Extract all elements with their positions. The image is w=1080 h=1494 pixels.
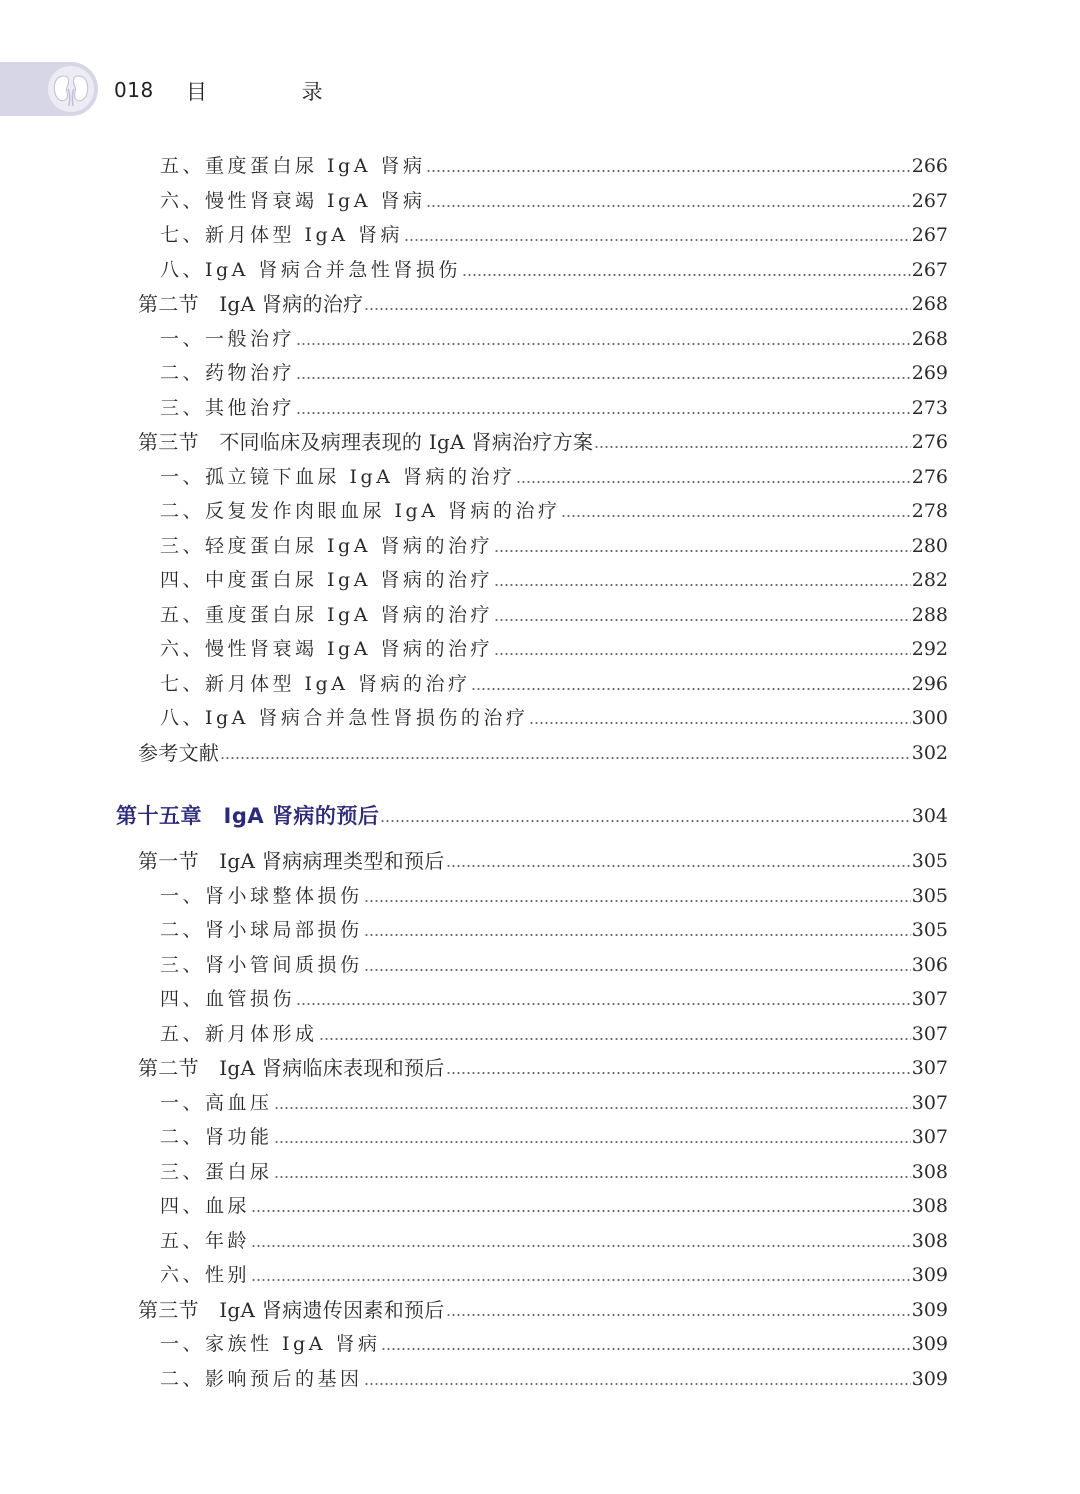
- toc-entry-page: 307: [911, 1092, 948, 1114]
- dot-leader: [319, 1020, 911, 1048]
- toc-item-row[interactable]: [160, 187, 948, 215]
- dot-leader: [251, 1192, 911, 1220]
- dot-leader: [561, 497, 910, 525]
- toc-entry-label: 三、其他治疗: [160, 397, 296, 419]
- toc-entry-label: 二、肾功能: [160, 1126, 273, 1148]
- kidney-logo-icon: [46, 64, 96, 114]
- toc-entry-page: 267: [911, 259, 948, 281]
- dot-leader: [446, 1054, 911, 1082]
- toc-entry-page: 309: [911, 1299, 948, 1321]
- toc-entry-page: 309: [911, 1264, 948, 1286]
- toc-entry-label: 一、肾小球整体损伤: [160, 885, 363, 907]
- toc-entry-page: 305: [911, 885, 948, 907]
- toc-item-row[interactable]: [160, 359, 948, 387]
- dot-leader: [494, 635, 911, 663]
- toc-section-row[interactable]: [138, 847, 948, 875]
- toc-entry-page: 300: [911, 707, 948, 729]
- dot-leader: [381, 1330, 910, 1358]
- toc-item-row[interactable]: [160, 1261, 948, 1289]
- toc-entry-page: 307: [911, 988, 948, 1010]
- toc-entry-label: 参考文献: [138, 741, 220, 765]
- dot-leader: [380, 802, 910, 830]
- dot-leader: [426, 152, 910, 180]
- dot-leader: [364, 951, 911, 979]
- toc-item-row[interactable]: [160, 601, 948, 629]
- page-number: 018: [114, 78, 154, 102]
- running-title: 目 录: [186, 80, 367, 104]
- dot-leader: [364, 916, 911, 944]
- toc-entry-label: 二、影响预后的基因: [160, 1368, 363, 1390]
- toc-item-row[interactable]: [160, 532, 948, 560]
- toc-section-row[interactable]: [138, 290, 948, 318]
- toc-item-row[interactable]: [160, 1365, 948, 1393]
- toc-entry-page: 288: [911, 604, 948, 626]
- dot-leader: [529, 704, 910, 732]
- toc-entry-label: 二、反复发作肉眼血尿 IgA 肾病的治疗: [160, 500, 561, 522]
- toc-entry-page: 305: [911, 850, 948, 872]
- toc-entry-label: 五、重度蛋白尿 IgA 肾病: [160, 155, 426, 177]
- toc-item-row[interactable]: [160, 152, 948, 180]
- toc-item-row[interactable]: [160, 704, 948, 732]
- dot-leader: [404, 221, 911, 249]
- toc-entry-page: 269: [911, 362, 948, 384]
- toc-entry-label: 六、慢性肾衰竭 IgA 肾病的治疗: [160, 638, 493, 660]
- toc-entry-label: 一、孤立镜下血尿 IgA 肾病的治疗: [160, 466, 516, 488]
- toc-entry-label: 一、家族性 IgA 肾病: [160, 1333, 381, 1355]
- toc-section-row[interactable]: [138, 428, 948, 456]
- toc-item-row[interactable]: [160, 1227, 948, 1255]
- dot-leader: [364, 290, 910, 318]
- toc-chapter-row[interactable]: [116, 802, 948, 830]
- toc-entry-page: 276: [911, 466, 948, 488]
- toc-entry-label: 第十五章 IgA 肾病的预后: [116, 804, 380, 828]
- dot-leader: [364, 1365, 911, 1393]
- toc-entry-page: 308: [911, 1230, 948, 1252]
- toc-entry-label: 八、IgA 肾病合并急性肾损伤: [160, 259, 461, 281]
- toc-item-row[interactable]: [160, 916, 948, 944]
- toc-entry-page: 307: [911, 1023, 948, 1045]
- dot-leader: [251, 1227, 911, 1255]
- toc-item-row[interactable]: [160, 951, 948, 979]
- dot-leader: [274, 1158, 911, 1186]
- dot-leader: [594, 428, 910, 456]
- dot-leader: [426, 187, 910, 215]
- toc-entry-label: 八、IgA 肾病合并急性肾损伤的治疗: [160, 707, 529, 729]
- dot-leader: [364, 882, 911, 910]
- dot-leader: [446, 1296, 911, 1324]
- dot-leader: [296, 985, 911, 1013]
- toc-item-row[interactable]: [160, 1158, 948, 1186]
- toc-entry-label: 二、肾小球局部损伤: [160, 919, 363, 941]
- dot-leader: [274, 1123, 911, 1151]
- dot-leader: [516, 463, 910, 491]
- toc-entry-label: 第三节 不同临床及病理表现的 IgA 肾病治疗方案: [138, 430, 594, 454]
- dot-leader: [446, 847, 911, 875]
- toc-entry-page: 268: [911, 293, 948, 315]
- toc-entry-label: 一、高血压: [160, 1092, 273, 1114]
- toc-entry-page: 296: [911, 673, 948, 695]
- toc-entry-label: 第一节 IgA 肾病病理类型和预后: [138, 849, 445, 873]
- toc-entry-label: 三、轻度蛋白尿 IgA 肾病的治疗: [160, 535, 493, 557]
- toc-item-row[interactable]: [160, 1020, 948, 1048]
- toc-entry-label: 五、新月体形成: [160, 1023, 318, 1045]
- toc-section-row[interactable]: [138, 739, 948, 767]
- dot-leader: [494, 601, 911, 629]
- toc-item-row[interactable]: [160, 394, 948, 422]
- toc-item-row[interactable]: [160, 566, 948, 594]
- toc-item-row[interactable]: [160, 256, 948, 284]
- toc-entry-page: 292: [911, 638, 948, 660]
- toc-entry-page: 266: [911, 155, 948, 177]
- dot-leader: [494, 566, 911, 594]
- toc-entry-page: 278: [911, 500, 948, 522]
- dot-leader: [274, 1089, 911, 1117]
- toc-entry-page: 309: [911, 1368, 948, 1390]
- toc-entry-page: 307: [911, 1126, 948, 1148]
- toc-item-row[interactable]: [160, 882, 948, 910]
- toc-item-row[interactable]: [160, 1330, 948, 1358]
- toc-item-row[interactable]: [160, 1089, 948, 1117]
- dot-leader: [494, 532, 911, 560]
- dot-leader: [462, 256, 911, 284]
- dot-leader: [251, 1261, 911, 1289]
- toc-entry-page: 305: [911, 919, 948, 941]
- toc-item-row[interactable]: [160, 1123, 948, 1151]
- toc-entry-label: 七、新月体型 IgA 肾病: [160, 224, 403, 246]
- dot-leader: [296, 359, 911, 387]
- toc-entry-page: 282: [911, 569, 948, 591]
- toc-item-row[interactable]: [160, 221, 948, 249]
- toc-entry-page: 267: [911, 224, 948, 246]
- toc-entry-label: 第三节 IgA 肾病遗传因素和预后: [138, 1298, 445, 1322]
- toc-entry-label: 四、血管损伤: [160, 988, 296, 1010]
- toc-entry-page: 268: [911, 328, 948, 350]
- toc-item-row[interactable]: [160, 1192, 948, 1220]
- toc-item-row[interactable]: [160, 463, 948, 491]
- toc-entry-label: 五、年龄: [160, 1230, 251, 1252]
- toc-entry-label: 六、性别: [160, 1264, 251, 1286]
- toc-entry-label: 四、血尿: [160, 1195, 251, 1217]
- toc-entry-page: 302: [911, 742, 948, 764]
- toc-entry-label: 四、中度蛋白尿 IgA 肾病的治疗: [160, 569, 493, 591]
- dot-leader: [220, 739, 911, 767]
- toc-entry-label: 五、重度蛋白尿 IgA 肾病的治疗: [160, 604, 493, 626]
- toc-item-row[interactable]: [160, 985, 948, 1013]
- toc-item-row[interactable]: [160, 670, 948, 698]
- toc-entry-label: 第二节 IgA 肾病临床表现和预后: [138, 1056, 445, 1080]
- toc-entry-page: 273: [911, 397, 948, 419]
- toc-entry-page: 308: [911, 1161, 948, 1183]
- toc-entry-page: 267: [911, 190, 948, 212]
- dot-leader: [296, 394, 911, 422]
- toc-entry-label: 第二节 IgA 肾病的治疗: [138, 292, 364, 316]
- toc-item-row[interactable]: [160, 635, 948, 663]
- dot-leader: [296, 325, 911, 353]
- toc-entry-page: 280: [911, 535, 948, 557]
- toc-entry-page: 304: [911, 805, 948, 827]
- toc-entry-page: 306: [911, 954, 948, 976]
- toc-entry-page: 307: [911, 1057, 948, 1079]
- toc-item-row[interactable]: [160, 325, 948, 353]
- toc-entry-page: 276: [911, 431, 948, 453]
- toc-section-row[interactable]: [138, 1054, 948, 1082]
- toc-entry-label: 七、新月体型 IgA 肾病的治疗: [160, 673, 471, 695]
- toc-entry-label: 二、药物治疗: [160, 362, 296, 384]
- toc-entry-label: 三、肾小管间质损伤: [160, 954, 363, 976]
- toc-entry-page: 308: [911, 1195, 948, 1217]
- toc-entry-label: 一、一般治疗: [160, 328, 296, 350]
- dot-leader: [471, 670, 910, 698]
- toc-entry-label: 三、蛋白尿: [160, 1161, 273, 1183]
- toc-entry-page: 309: [911, 1333, 948, 1355]
- toc-item-row[interactable]: [160, 497, 948, 525]
- toc-entry-label: 六、慢性肾衰竭 IgA 肾病: [160, 190, 426, 212]
- toc-section-row[interactable]: [138, 1296, 948, 1324]
